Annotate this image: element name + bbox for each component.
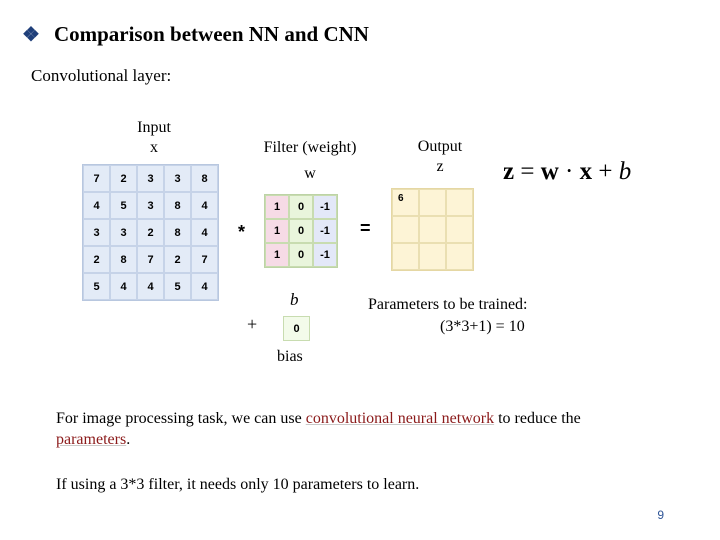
diamond-bullet-icon: ❖ (22, 24, 40, 46)
filter-cell: 1 (265, 243, 289, 267)
input-cell: 8 (110, 246, 137, 273)
formula-z: z (503, 158, 515, 185)
input-cell: 3 (110, 219, 137, 246)
input-cell: 3 (137, 165, 164, 192)
output-label-line1: Output (417, 138, 463, 155)
input-cell: 5 (83, 273, 110, 300)
filter-cell: 0 (289, 195, 313, 219)
filter-label (245, 138, 375, 184)
formula-b: b (618, 158, 632, 185)
input-cell: 3 (83, 219, 110, 246)
output-cell (392, 243, 419, 270)
output-label-line2: z (436, 158, 444, 175)
output-cell (419, 216, 446, 243)
paragraph-cnn-usage (56, 408, 616, 450)
filter-cell: 1 (265, 195, 289, 219)
convolution-formula (503, 158, 631, 186)
filter-cell: -1 (313, 243, 337, 267)
filter-cell: -1 (313, 195, 337, 219)
formula-dot: · (558, 158, 580, 185)
output-cell (446, 243, 473, 270)
filter-cell: 0 (289, 219, 313, 243)
output-cell (446, 189, 473, 216)
para1-highlight-parameters: parameters (56, 431, 127, 448)
formula-w: w (540, 158, 559, 185)
filter-cell: 1 (265, 219, 289, 243)
input-cell: 5 (110, 192, 137, 219)
formula-plus: + (592, 158, 619, 185)
filter-label-line1: Filter (weight) (263, 139, 357, 156)
input-cell: 4 (191, 219, 218, 246)
input-label-line2: x (150, 139, 158, 156)
input-cell: 7 (137, 246, 164, 273)
plus-operator: + (247, 314, 258, 334)
parameters-note (368, 294, 528, 338)
output-label (405, 137, 475, 177)
formula-x: x (579, 158, 593, 185)
input-label (124, 118, 184, 158)
equals-operator: = (360, 218, 371, 238)
input-cell: 8 (164, 219, 191, 246)
slide-title-text: Comparison between NN and CNN (53, 22, 369, 46)
input-cell: 5 (164, 273, 191, 300)
para1-highlight-cnn: convolutional neural network (305, 410, 495, 427)
output-cell (392, 216, 419, 243)
output-cell (446, 216, 473, 243)
page-number: 9 (657, 508, 664, 522)
para1-text1: For image processing task, we can use (56, 410, 306, 427)
bias-value-box: 0 (283, 316, 310, 341)
input-cell: 4 (191, 192, 218, 219)
input-cell: 2 (164, 246, 191, 273)
para1-text3: . (126, 431, 131, 448)
input-matrix (82, 164, 219, 301)
filter-cell: 0 (289, 243, 313, 267)
output-cell: 6 (392, 189, 419, 216)
input-cell: 2 (137, 219, 164, 246)
input-cell: 2 (110, 165, 137, 192)
paragraph-filter-params: If using a 3*3 filter, it needs only 10 parameters to learn. (56, 476, 420, 493)
multiply-operator: * (238, 222, 246, 242)
input-cell: 4 (83, 192, 110, 219)
input-cell: 3 (164, 165, 191, 192)
input-cell: 3 (137, 192, 164, 219)
filter-matrix (264, 194, 338, 268)
input-cell: 7 (191, 246, 218, 273)
input-cell: 8 (191, 165, 218, 192)
slide-title (22, 22, 369, 47)
formula-equals: = (514, 158, 541, 185)
input-cell: 4 (191, 273, 218, 300)
filter-label-line2: w (304, 165, 316, 182)
parameters-line1: Parameters to be trained: (368, 296, 528, 313)
filter-cell: -1 (313, 219, 337, 243)
input-cell: 4 (137, 273, 164, 300)
input-label-line1: Input (137, 119, 171, 136)
para1-text2: to reduce the (494, 410, 581, 427)
output-matrix (391, 188, 474, 271)
output-cell (419, 189, 446, 216)
input-cell: 7 (83, 165, 110, 192)
input-cell: 8 (164, 192, 191, 219)
bias-label: bias (277, 348, 303, 365)
input-cell: 4 (110, 273, 137, 300)
bias-symbol: b (290, 290, 299, 309)
input-cell: 2 (83, 246, 110, 273)
parameters-line2: (3*3+1) = 10 (440, 318, 525, 335)
section-subtitle: Convolutional layer: (31, 66, 172, 85)
output-cell (419, 243, 446, 270)
